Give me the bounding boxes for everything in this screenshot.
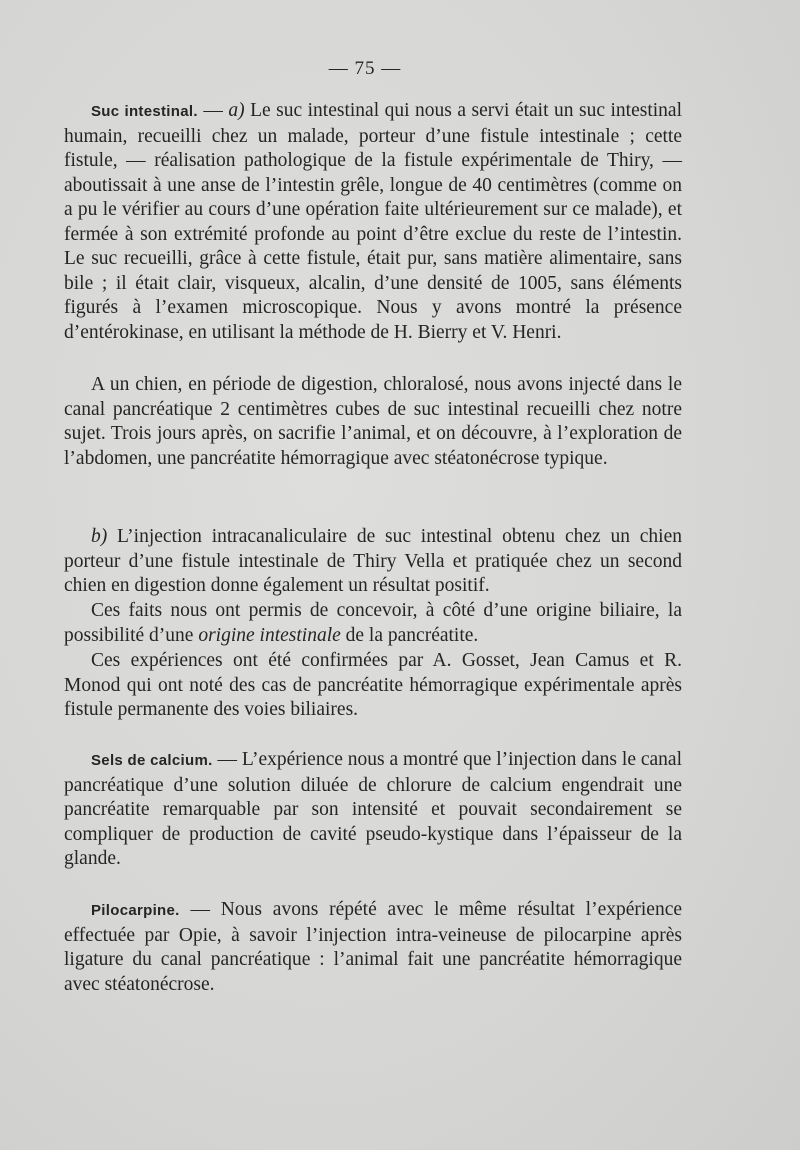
section-heading-suc-intestinal: Suc intestinal. [91,103,198,120]
paragraph-text: Nous avons répété avec le même résultat l’expérience effectuée par Opie, à savoir l’injection intra-veineuse de pilocarpine après ligature du canal pancréatique : l’animal fait une pancréatite hémorragique avec stéatonécrose. [64,899,683,995]
paragraph-injection [64,525,682,599]
page-number: — 75 — [328,58,402,79]
section-heading-sels-de-calcium: Sels de calcium. [91,752,213,769]
paragraph-faits [64,599,682,648]
paragraph-text: L’injection intracanaliculaire de suc intestinal obtenu chez un chien porteur d’une fistule intestinale de Thiry Vella et pratiquée chez un second chien en digestion donne également un résultat positif. [64,526,682,596]
heading-dash: — [179,899,221,920]
paragraph-suc-intestinal [64,99,682,345]
paragraph-sels-de-calcium [64,748,682,872]
heading-dash: — [212,749,242,770]
paragraph-text: L’expérience nous a montré que l’injection dans le canal pancréatique d’une solution diluée de chlorure de calcium engendrait une pancréatite remarquable par son intensité et pouvait secondairement se compliquer de production de cavité pseudo-kystique dans l’épaisseur de la glande. [64,749,682,869]
emphasis-origine-intestinale: origine intestinale [198,624,341,646]
section-heading-pilocarpine: Pilocarpine. [91,902,180,919]
paragraph-pilocarpine [64,898,682,997]
paragraph-chien: A un chien, en période de digestion, chloralosé, nous avons injecté dans le canal pancréatique 2 centimètres cubes de suc intestinal recueilli chez notre sujet. Trois jours après, on sacrifie l’animal, et on découvre, à l’exploration de l’abdomen, une pancréatite hémorragique avec stéatonécrose typique. [64,374,682,469]
item-letter-b: b) [91,526,108,547]
paragraph-text: Ces faits nous ont permis de concevoir, à côté d’une origine biliaire, la possibilité d’une [64,600,682,646]
item-letter-a: a) [228,100,245,121]
heading-dash: — [197,100,229,121]
paragraph-experiences: Ces expériences ont été confirmées par A. Gosset, Jean Camus et R. Monod qui ont noté des cas de pancréatite hémorragique expérimentale après fistule permanente des voies biliaires. [64,650,682,720]
paragraph-text: de la pancréatite. [340,624,479,646]
paragraph-text: Le suc intestinal qui nous a servi était un suc intestinal humain, recueilli chez un malade, porteur d’une fistule intestinale ; cette fistule, — réalisation pathologique de la fistule expérimentale de Thiry, — aboutissait à une anse de l’intestin grêle, longue de 40 centimètres (comme on a pu le vérifier au cours d’une opération faite ultérieurement sur ce malade), et fermée à son extrémité profonde au point d’être exclue du reste de l’intestin. Le suc recueilli, grâce à cette fistule, était pur, sans matière alimentaire, sans bile ; il était clair, visqueux, alcalin, d’une densité de 1005, sans éléments figurés à l’examen microscopique. Nous y avons montré la présence d’entérokinase, en utilisant la méthode de H. Bierry et V. Henri. [64,100,682,343]
